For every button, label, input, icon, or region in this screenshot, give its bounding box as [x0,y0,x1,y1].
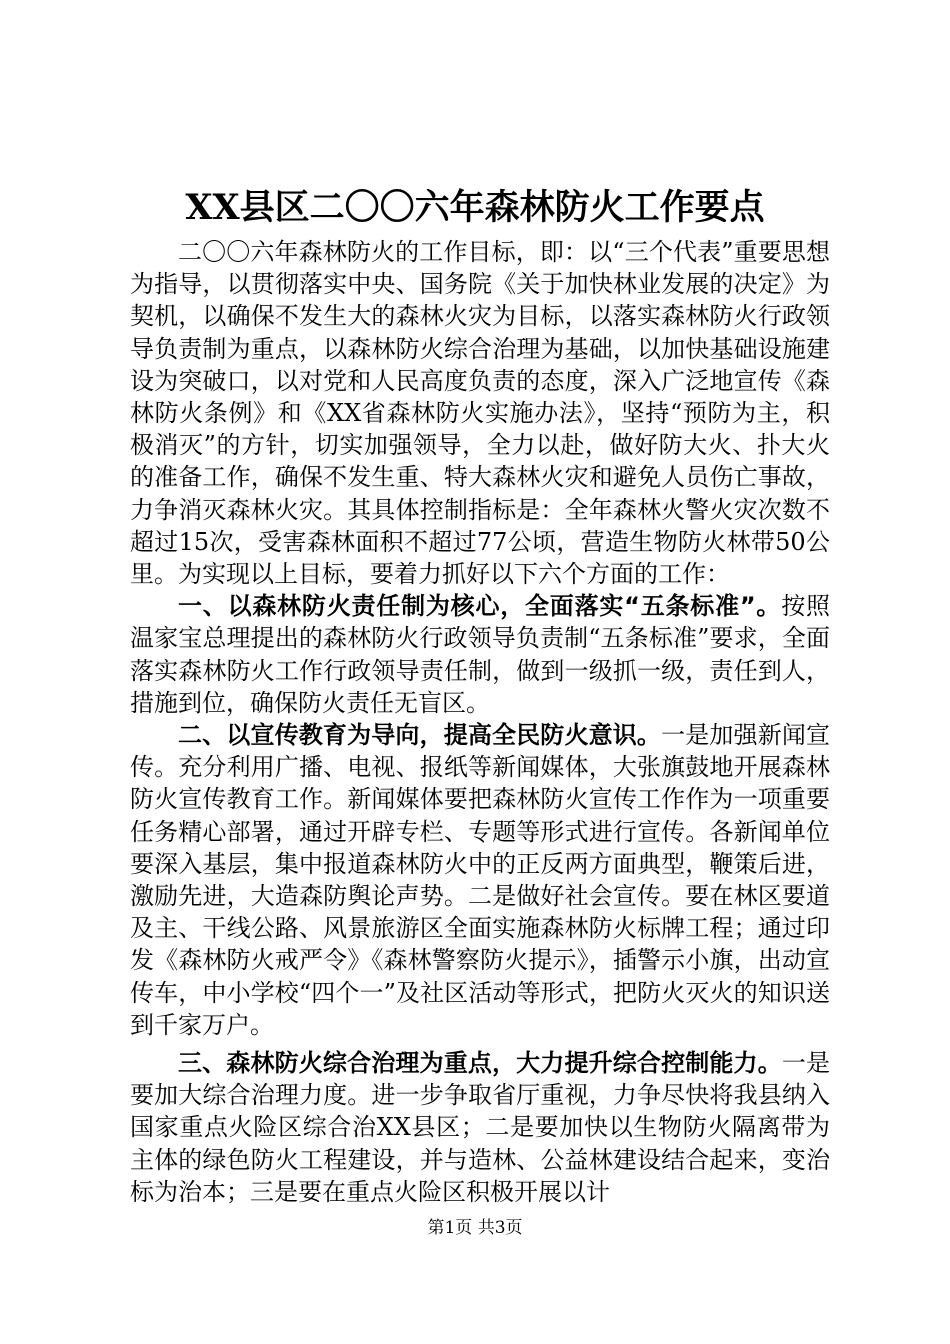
paragraph-text: 按照温家宝总理提出的森林防火行政领导负责制“五条标准”要求，全面落实森林防火工作行政领导责任制，做到一级抓一级，责任到人，措施到位，确保防火责任无盲区。 [130,592,831,717]
paragraph-heading: 一、以森林防火责任制为核心，全面落实“五条标准”。 [178,592,782,621]
paragraph-text: 二〇〇六年森林防火的工作目标，即：以“三个代表”重要思想为指导，以贯彻落实中央、国务院《关于加快林业发展的决定》为契机，以确保不发生大的森林火灾为目标，以落实森林防火行政领导负责制为重点，以森林防火综合治理为基础，以加快基础设施建设为突破口，以对党和人民高度负责的态度，深入广泛地宣传《森林防火条例》和《XX省森林防火实施办法》，坚持“预防为主，积极消灭”的方针，切实加强领导，全力以赴，做好防大火、扑大火的准备工作，确保不发生重、特大森林火灾和避免人员伤亡事故，力争消灭森林火灾。其具体控制指标是：全年森林火警火灾次数不超过15次，受害森林面积不超过77公顷，营造生物防火林带50公里。为实现以上目标，要着力抓好以下六个方面的工作： [130,238,830,589]
paragraph-section-3 [130,1047,830,1208]
paragraph-section-1 [130,590,830,719]
paragraph-heading: 三、森林防火综合治理为重点，大力提升综合控制能力。 [178,1049,782,1078]
document-body [130,236,830,1208]
paragraph-text: 一是要加大综合治理力度。进一步争取省厅重视，力争尽快将我县纳入国家重点火险区综合治XX县区；二是要加快以生物防火隔离带为主体的绿色防火工程建设，并与造林、公益林建设结合起来，变治标为治本；三是要在重点火险区积极开展以计 [130,1049,831,1206]
paragraph-intro [130,236,830,590]
page-footer: 第1页 共3页 [427,1218,523,1238]
document-title: XX县区二〇〇六年森林防火工作要点 [185,187,765,228]
paragraph-text: 一是加强新闻宣传。充分利用广播、电视、报纸等新闻媒体，大张旗鼓地开展森林防火宣传教育工作。新闻媒体要把森林防火宣传工作作为一项重要任务精心部署，通过开辟专栏、专题等形式进行宣传。各新闻单位要深入基层，集中报道森林防火中的正反两方面典型，鞭策后进，激励先进，大造森防舆论声势。二是做好社会宣传。要在林区要道及主、干线公路、风景旅游区全面实施森林防火标牌工程；通过印发《森林防火戒严令》《森林警察防火提示》，插警示小旗，出动宣传车，中小学校“四个一”及社区活动等形式，把防火灭火的知识送到千家万户。 [130,721,831,1039]
paragraph-heading: 二、以宣传教育为导向，提高全民防火意识。 [178,721,662,750]
paragraph-section-2 [130,719,830,1041]
